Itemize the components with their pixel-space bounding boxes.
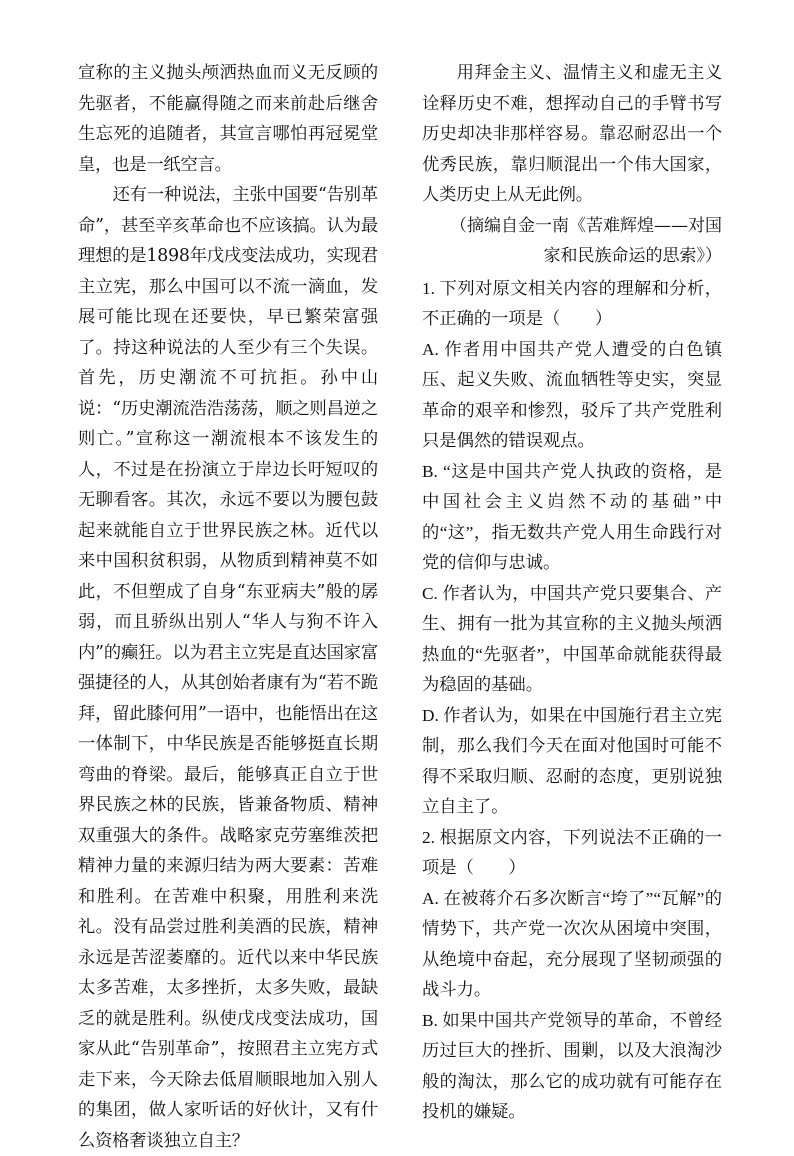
question-1-option-d: D. 作者认为，如果在中国施行君主立宪制，那么我们今天在面对他国时可能不得不采取归顺、忍耐的态度，更别说独立自主了。 <box>422 705 722 816</box>
essay-paragraph-1: 宣称的主义抛头颅洒热血而义无反顾的先驱者，不能赢得随之而来前赴后继舍生忘死的追随者，其宣言哪怕再冠冕堂皇，也是一纸空言。 <box>78 63 378 175</box>
essay-paragraph-3: 用拜金主义、温情主义和虚无主义诠释历史不难，想挥动自己的手臂书写历史却决非那样容易。靠忍耐忍出一个优秀民族，靠归顺混出一个伟大国家，人类历史上从无此例。 <box>422 63 722 205</box>
source-citation <box>422 211 722 272</box>
source-citation-line-2: 家和民族命运的思索》） <box>543 246 722 266</box>
left-column <box>78 58 378 1156</box>
question-2-option-b: B. 如果中国共产党领导的革命，不曾经历过巨大的挫折、围剿，以及大浪淘沙般的淘汰，那么它的成功就有可能存在投机的嫌疑。 <box>422 1010 722 1121</box>
question-1-option-c: C. 作者认为，中国共产党只要集合、产生、拥有一批为其宣称的主义抛头颅洒热血的“先驱者”，中国革命就能获得最为稳固的基础。 <box>422 583 722 694</box>
question-1-stem: 1. 下列对原文相关内容的理解和分析，不正确的一项是（ ） <box>422 278 722 328</box>
source-citation-line-1: （摘编自金一南《苦难辉煌——对国 <box>450 215 722 236</box>
question-1-option-b: B. “这是中国共产党人执政的资格，是中国社会主义岿然不动的基础”中的“这”，指无数共产党人用生命践行对党的信仰与忠诚。 <box>422 461 722 572</box>
essay-paragraph-2: 还有一种说法，主张中国要“告别革命”，甚至辛亥革命也不应该搞。认为最理想的是1898年戊戌变法成功，实现君主立宪，那么中国可以不流一滴血，发展可能比现在还要快，早已繁荣富强了。持这种说法的人至少有三个失误。首先，历史潮流不可抗拒。孙中山说：“历史潮流浩浩荡荡，顺之则昌逆之则亡。”宣称这一潮流根本不该发生的人，不过是在扮演立于岸边长吁短叹的无聊看客。其次，永远不要以为腰包鼓起来就能自立于世界民族之林。近代以来中国积贫积弱，从物质到精神莫不如此，不但塑成了自身“东亚病夫”般的孱弱，而且骄纵出别人“华人与狗不许入内”的癫狂。以为君主立宪是直达国家富强捷径的人，从其创始者康有为“若不跪拜，留此膝何用”一语中，也能悟出在这一体制下，中华民族是否能够挺直长期弯曲的脊梁。最后，能够真正自立于世界民族之林的民族，皆兼备物质、精神双重强大的条件。战略家克劳塞维茨把精神力量的来源归结为两大要素：苦难和胜利。在苦难中积聚，用胜利来洗礼。没有品尝过胜利美酒的民族，精神永远是苦涩萎靡的。近代以来中华民族太多苦难，太多挫折，太多失败，最缺乏的就是胜利。纵使戊戌变法成功，国家从此“告别革命”，按照君主立宪方式走下来，今天除去低眉顺眼地加入别人的集团，做人家听话的好伙计，又有什么资格奢谈独立自主？ <box>78 185 378 1151</box>
question-2-stem: 2. 根据原文内容，下列说法不正确的一项是（ ） <box>422 827 722 877</box>
question-2-option-a: A. 在被蒋介石多次断言“垮了”“瓦解”的情势下，共产党一次次从困境中突围，从绝境中奋起，充分展现了坚韧顽强的战斗力。 <box>422 888 722 999</box>
question-1-option-a: A. 作者用中国共产党人遭受的白色镇压、起义失败、流血牺牲等史实，突显革命的艰辛和惨烈，驳斥了共产党胜利只是偶然的错误观点。 <box>422 339 722 450</box>
right-column <box>422 58 722 1128</box>
